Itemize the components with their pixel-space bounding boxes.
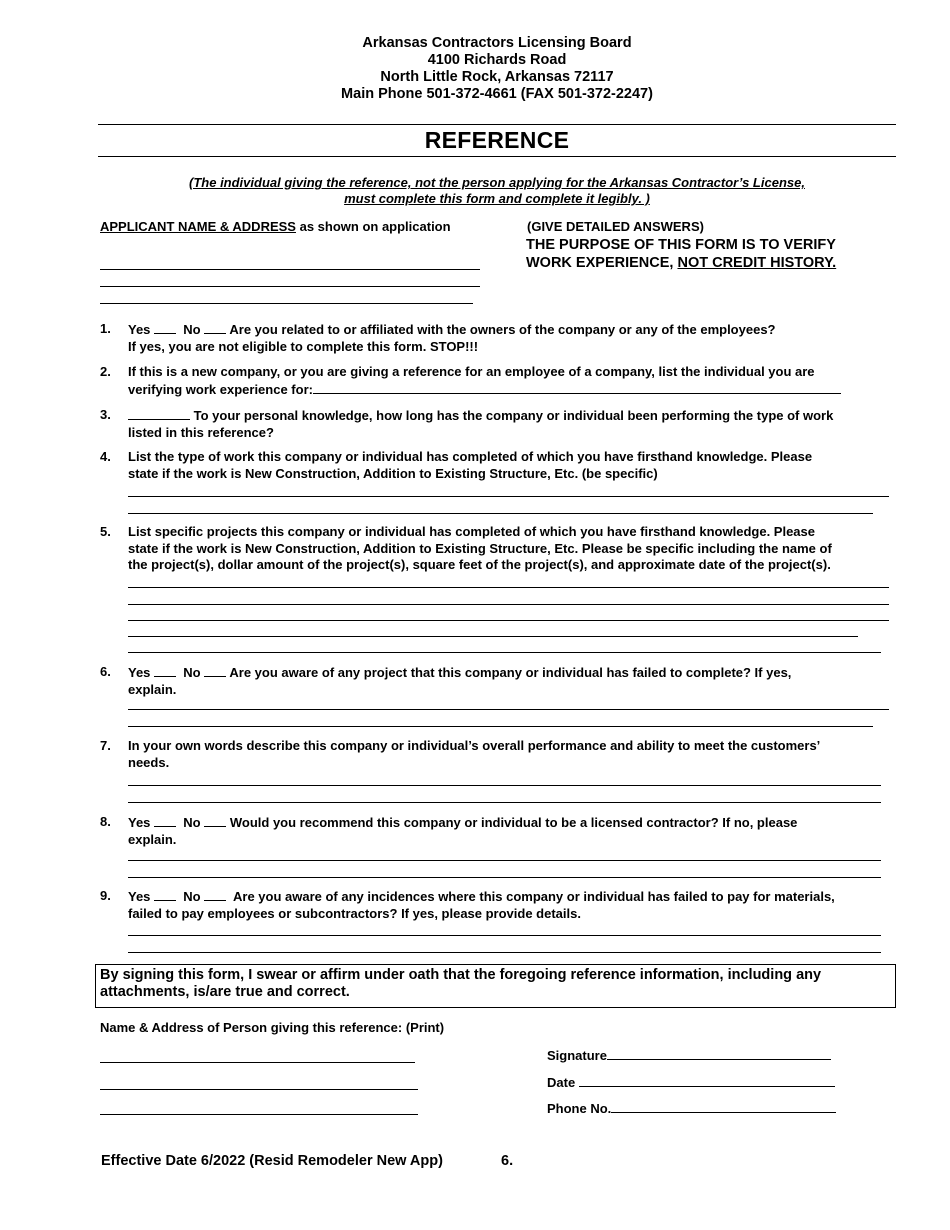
q8-answer-line-1[interactable] [128, 860, 881, 861]
q7-answer-line-2[interactable] [128, 802, 881, 803]
date-label: Date [547, 1075, 576, 1090]
q4-answer-line-1[interactable] [128, 496, 889, 497]
question-7: 7. In your own words describe this company or individual’s overall performance and ability to meet the customers’ needs. [100, 738, 821, 770]
instructions-line2: must complete this form and complete it legibly. ) [344, 191, 650, 206]
question-3: 3. To your personal knowledge, how long has the company or individual been performing the type of work listed in this reference? [100, 407, 834, 440]
q5-answer-line-5[interactable] [128, 652, 881, 653]
q9-answer-line-1[interactable] [128, 935, 881, 936]
title-rule [98, 156, 896, 157]
q3-answer-blank[interactable] [128, 407, 190, 420]
q6-no-blank[interactable] [204, 664, 226, 677]
signature-row [547, 1047, 831, 1063]
date-row [547, 1074, 835, 1090]
applicant-line-1[interactable] [100, 269, 480, 270]
question-4: 4. List the type of work this company or individual has completed of which you have firsthand knowledge. Please state if the work is New Construction, Addition to Existing Structure, Etc. (be specific) [100, 449, 813, 481]
give-detailed-answers: (GIVE DETAILED ANSWERS) [527, 219, 704, 234]
phone-field[interactable] [611, 1100, 836, 1113]
q6-answer-line-1[interactable] [128, 709, 889, 710]
giver-name-line-3[interactable] [100, 1114, 418, 1115]
q5-answer-line-4[interactable] [128, 636, 858, 637]
org-address: 4100 Richards Road [427, 52, 567, 68]
purpose-note: THE PURPOSE OF THIS FORM IS TO VERIFY WORK EXPERIENCE, NOT CREDIT HISTORY. [526, 237, 837, 271]
q9-no-blank[interactable] [204, 888, 226, 901]
q9-answer-line-2[interactable] [128, 952, 881, 953]
footer-effective-date: Effective Date 6/2022 (Resid Remodeler New App) [101, 1153, 443, 1169]
q1-yes-blank[interactable] [154, 321, 176, 334]
applicant-line-3[interactable] [100, 303, 473, 304]
giver-name-line-1[interactable] [100, 1062, 415, 1063]
signature-field[interactable] [607, 1047, 831, 1060]
question-9: 9. Yes No Are you aware of any incidences where this company or individual has failed to pay for materials, failed to pay employees or subcontractors? If yes, please provide details. [100, 888, 835, 921]
q5-answer-line-3[interactable] [128, 620, 889, 621]
giver-name-line-2[interactable] [100, 1089, 418, 1090]
q9-yes-blank[interactable] [154, 888, 176, 901]
reference-giver-label: Name & Address of Person giving this reference: (Print) [100, 1020, 445, 1035]
signature-label: Signature [547, 1048, 607, 1063]
org-phone: Main Phone 501-372-4661 (FAX 501-372-2247) [341, 86, 653, 102]
page-title: REFERENCE [424, 127, 570, 153]
board-header [0, 35, 950, 103]
question-5: 5. List specific projects this company or individual has completed of which you have firsthand knowledge. Please state if the work is New Construction, Addition to Existing Structure, Etc. Please be specific including the name of the project(s), dollar amount of the project(s), square feet of the project(s), and approximate date of the project(s). [100, 524, 832, 572]
q7-answer-line-1[interactable] [128, 785, 881, 786]
phone-row [547, 1100, 836, 1116]
org-city: North Little Rock, Arkansas 72117 [380, 69, 614, 85]
q5-answer-line-2[interactable] [128, 604, 889, 605]
question-8: 8. Yes No Would you recommend this company or individual to be a licensed contractor? If no, please explain. [100, 814, 798, 847]
q2-answer-blank[interactable] [313, 381, 841, 394]
q1-no-blank[interactable] [204, 321, 226, 334]
applicant-line-2[interactable] [100, 286, 480, 287]
org-name: Arkansas Contractors Licensing Board [362, 35, 632, 51]
q4-answer-line-2[interactable] [128, 513, 873, 514]
phone-label: Phone No. [547, 1101, 612, 1116]
q8-no-blank[interactable] [204, 814, 226, 827]
q6-yes-blank[interactable] [154, 664, 176, 677]
question-1: 1. Yes No Are you related to or affiliated with the owners of the company or any of the employees? If yes, you are not eligible to complete this form. STOP!!! [100, 321, 776, 354]
oath-statement: By signing this form, I swear or affirm under oath that the foregoing reference information, including any attachments, is/are true and correct. [95, 964, 896, 1008]
q6-answer-line-2[interactable] [128, 726, 873, 727]
question-2: 2. If this is a new company, or you are giving a reference for an employee of a company, list the individual you are verifying work experience for: [100, 364, 900, 398]
instructions-line1: (The individual giving the reference, not the person applying for the Arkansas Contractor’s License, [189, 175, 805, 190]
q8-answer-line-2[interactable] [128, 877, 881, 878]
date-field[interactable] [579, 1074, 835, 1087]
q8-yes-blank[interactable] [154, 814, 176, 827]
question-6: 6. Yes No Are you aware of any project that this company or individual has failed to complete? If yes, explain. [100, 664, 792, 697]
footer-page-number: 6. [501, 1153, 514, 1169]
applicant-label: APPLICANT NAME & ADDRESS as shown on application [100, 219, 451, 234]
top-rule [98, 124, 896, 125]
instructions [0, 175, 950, 207]
q5-answer-line-1[interactable] [128, 587, 889, 588]
